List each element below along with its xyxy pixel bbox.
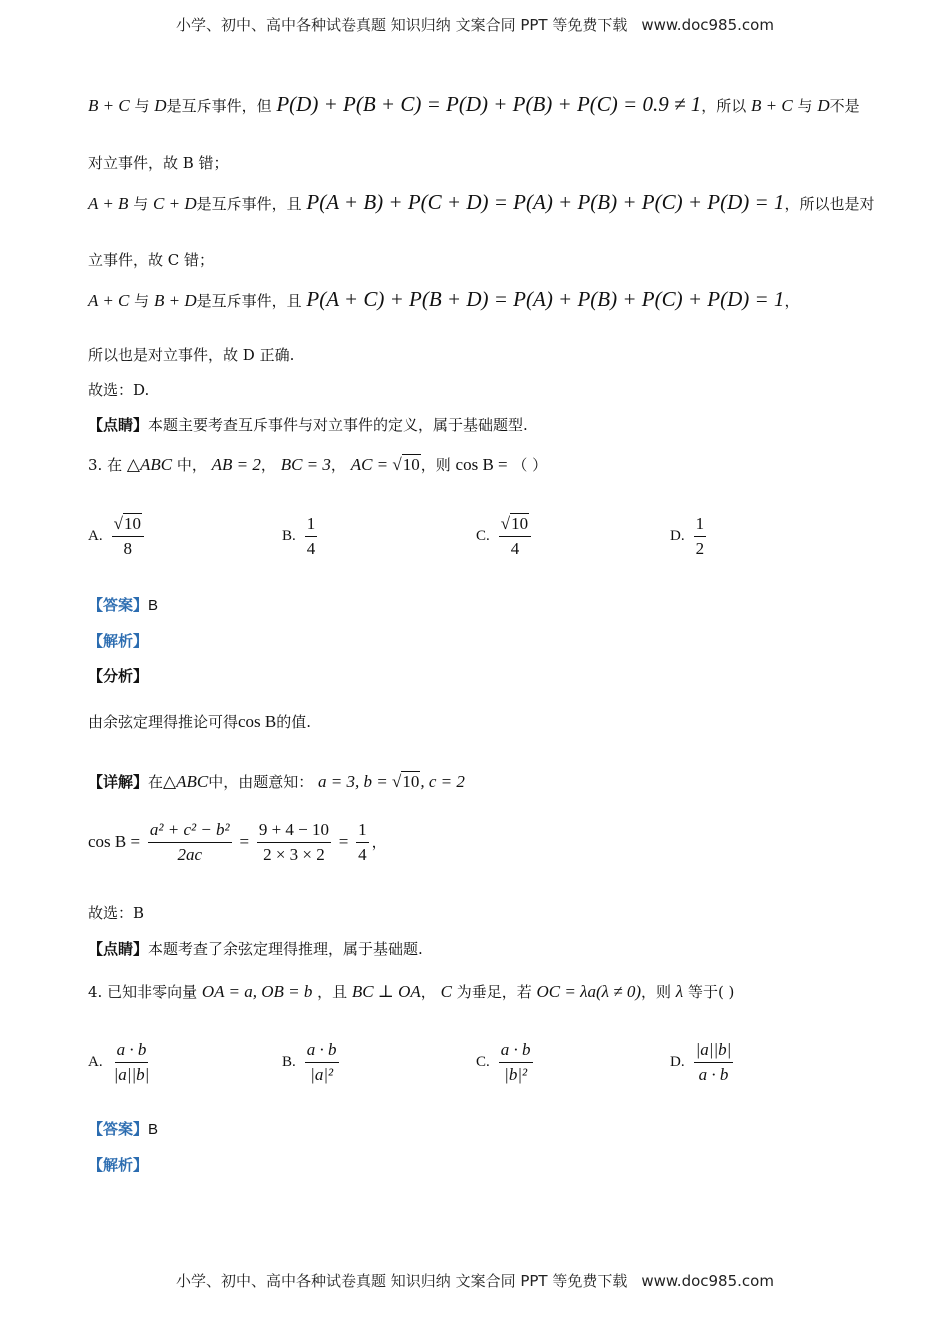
q3-option-c[interactable]: C. $\frac{√10}{4}$	[476, 514, 534, 559]
q3-option-b[interactable]: B. $\frac{1}{4}$	[282, 514, 316, 558]
answer-tag: 【答案】	[88, 596, 149, 614]
remark: 【点睛】本题主要考查互斥事件与对立事件的定义，属于基础题型.	[88, 416, 528, 434]
equation: P(D) + P(B + C) = P(D) + P(B) + P(C) = 0.9 ≠ 1	[276, 92, 702, 116]
solution-line-5: A + C 与 B + D是互斥事件，且 P(A + C) + P(B + D) = P(A) + P(B) + P(C) + P(D) = 1，	[88, 287, 800, 311]
q4-option-d[interactable]: D. $\frac{|a||b|}{a \cdot b}$	[670, 1040, 732, 1084]
solution-line-4: 立事件，故 C 错；	[88, 251, 215, 269]
q3-option-d[interactable]: D. $\frac{1}{2}$	[670, 514, 705, 558]
footer-text: 小学、初中、高中各种试卷真题 知识归纳 文案合同 PPT 等免费下载	[176, 1272, 628, 1290]
header-site[interactable]: www.doc985.com	[641, 16, 774, 34]
q3-analysis-tag: 【解析】	[88, 632, 149, 650]
page-header	[0, 14, 950, 35]
q3-cos-formula: cos B = $\frac{\text{a² + c² − b²}}{2ac}$ = $\frac{9 + 4 - 10}{2 \times 3 \times 2}$ = $\frac{1}{4}$ ，	[88, 820, 387, 865]
header-text: 小学、初中、高中各种试卷真题 知识归纳 文案合同 PPT 等免费下载	[176, 16, 628, 34]
remark-tag: 【点睛】	[88, 416, 149, 434]
equation: P(A + C) + P(B + D) = P(A) + P(B) + P(C) + P(D) = 1	[306, 287, 785, 311]
q3-option-a[interactable]: A. $\frac{√10}{8}$	[88, 514, 147, 559]
equation: P(A + B) + P(C + D) = P(A) + P(B) + P(C) + P(D) = 1	[306, 190, 785, 214]
solution-line-3: A + B 与 C + D是互斥事件，且 P(A + B) + P(C + D) = P(A) + P(B) + P(C) + P(D) = 1，所以也是对	[88, 190, 875, 214]
q3-choice: 故选：B	[88, 904, 145, 922]
solution-line-6: 所以也是对立事件，故 D 正确.	[88, 346, 295, 364]
q4-answer: 【答案】B	[88, 1120, 159, 1138]
solution-line-1: B + C 与 D是互斥事件，但 P(D) + P(B + C) = P(D) + P(B) + P(C) = 0.9 ≠ 1，所以 B + C 与 D不是	[88, 92, 860, 116]
q3-fenxi-tag: 【分析】	[88, 667, 149, 685]
q4-analysis-tag: 【解析】	[88, 1156, 149, 1174]
question-4: 4. 已知非零向量 OA = a, OB = b ，且 BC ⊥ OA， C 为垂足，若 OC = λa(λ ≠ 0)，则 λ 等于( )	[88, 982, 735, 1001]
solution-choice: 故选：D.	[88, 381, 150, 399]
q4-option-b[interactable]: B. $\frac{a \cdot b}{\text{|a|²}}$	[282, 1040, 337, 1084]
solution-line-2: 对立事件，故 B 错；	[88, 154, 229, 172]
q3-answer: 【答案】B	[88, 596, 159, 614]
q4-option-a[interactable]: A. $\frac{a \cdot b}{|a||b|}$	[88, 1040, 150, 1084]
footer-site[interactable]: www.doc985.com	[641, 1272, 774, 1290]
page-footer	[0, 1270, 950, 1291]
q3-detail: 【详解】在△ABC中，由题意知： a = 3, b = √10, c = 2	[88, 772, 465, 791]
q4-option-c[interactable]: C. $\frac{a \cdot b}{\text{|b|²}}$	[476, 1040, 531, 1084]
q3-remark: 【点睛】本题考查了余弦定理得推理，属于基础题.	[88, 940, 423, 958]
q3-fenxi: 由余弦定理得推论可得cos B的值.	[88, 712, 312, 731]
question-3: 3. 在 △ABC 中， AB = 2， BC = 3， AC = √10，则 cos B = （ ）	[88, 455, 548, 474]
